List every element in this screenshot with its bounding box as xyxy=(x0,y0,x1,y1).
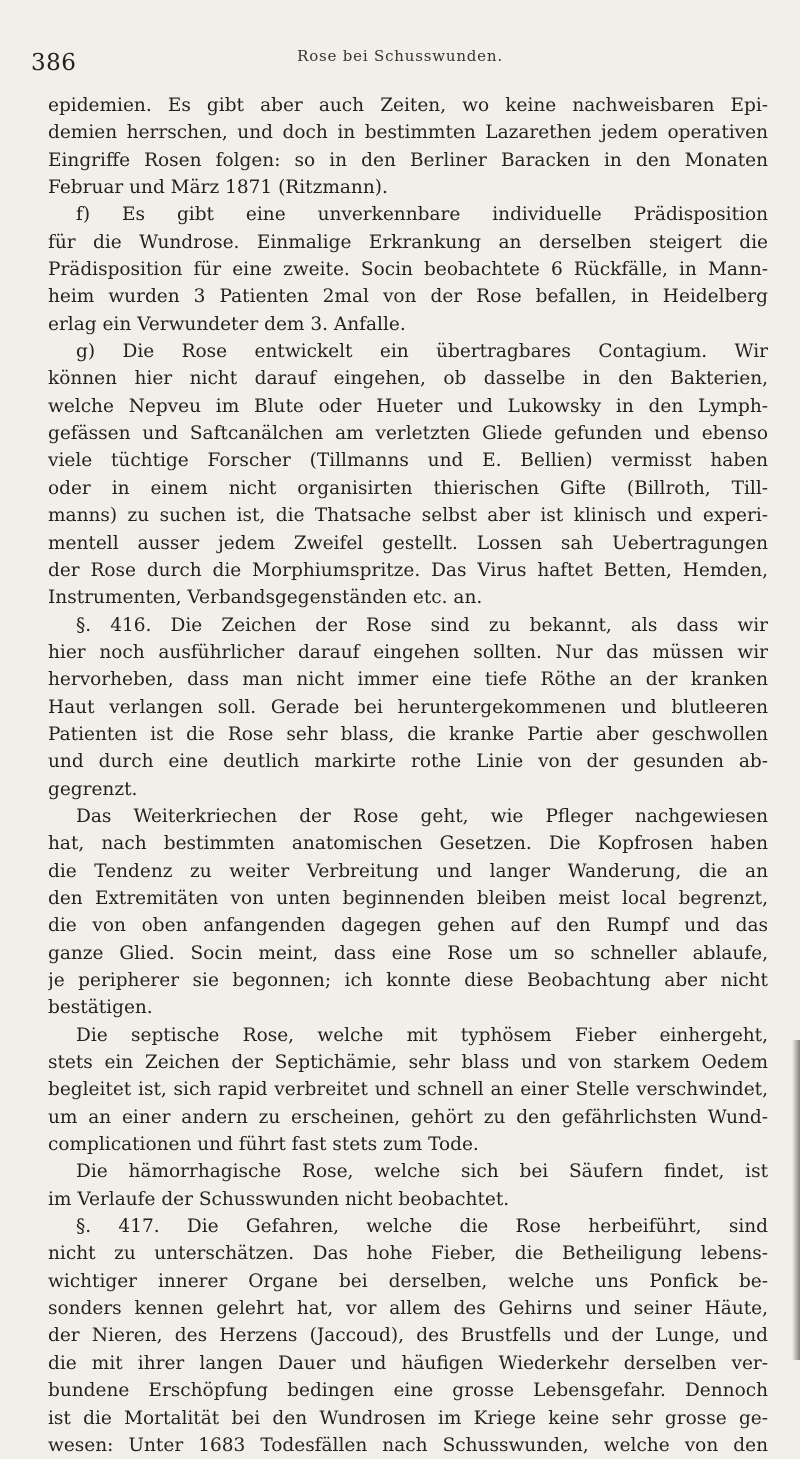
text-line: erlag ein Verwundeter dem 3. Anfalle. xyxy=(48,313,406,335)
text-line: wesen: Unter 1683 Todesfällen nach Schusswunden, welche von den xyxy=(48,1434,768,1456)
text-line: sonders kennen gelehrt hat, vor allem des Gehirns und seiner Häute, xyxy=(48,1298,768,1320)
page-edge-shadow xyxy=(792,1040,800,1360)
text-line: Februar und März 1871 (Ritzmann). xyxy=(48,177,388,199)
text-line: Instrumenten, Verbandsgegenständen etc. an. xyxy=(48,587,483,609)
text-line: stets ein Zeichen der Septichämie, sehr blass und von starkem Oedem xyxy=(48,1052,768,1074)
text-line: Patienten ist die Rose sehr blass, die kranke Partie aber geschwollen xyxy=(48,723,768,745)
text-line: Prädisposition für eine zweite. Socin beobachtete 6 Rückfälle, in Mann- xyxy=(48,259,768,281)
text-line: heim wurden 3 Patienten 2mal von der Rose befallen, in Heidelberg xyxy=(48,286,768,308)
text-line: für die Wundrose. Einmalige Erkrankung an derselben steigert die xyxy=(48,231,768,253)
text-line: §. 416. Die Zeichen der Rose sind zu bekannt, als dass wir xyxy=(76,614,768,636)
text-line: hat, nach bestimmten anatomischen Gesetzen. Die Kopfrosen haben xyxy=(48,833,768,855)
text-line: wichtiger innerer Organe bei derselben, welche uns Ponfick be- xyxy=(48,1270,768,1292)
text-line: hier noch ausführlicher darauf eingehen sollten. Nur das müssen wir xyxy=(48,641,768,663)
text-line: Das Weiterkriechen der Rose geht, wie Pfleger nachgewiesen xyxy=(76,805,768,827)
running-head: Rose bei Schusswunden. xyxy=(297,47,503,65)
text-line: oder in einem nicht organisirten thierischen Gifte (Billroth, Till- xyxy=(48,477,768,499)
text-line: f) Es gibt eine unverkennbare individuelle Prädisposition xyxy=(76,204,768,226)
text-line: und durch eine deutlich markirte rothe Linie von der gesunden ab- xyxy=(48,751,768,773)
text-line: die von oben anfangenden dagegen gehen auf den Rumpf und das xyxy=(48,915,768,937)
text-line: manns) zu suchen ist, die Thatsache selbst aber ist klinisch und experi- xyxy=(48,505,768,527)
text-line: bestätigen. xyxy=(48,997,153,1019)
body-text xyxy=(48,92,768,1459)
text-line: bundene Erschöpfung bedingen eine grosse Lebensgefahr. Dennoch xyxy=(48,1380,768,1402)
text-line: gefässen und Saftcanälchen am verletzten Gliede gefunden und ebenso xyxy=(48,423,768,445)
text-line: der Nieren, des Herzens (Jaccoud), des Brustfells und der Lunge, und xyxy=(48,1325,768,1347)
text-line: nicht zu unterschätzen. Das hohe Fieber, die Betheiligung lebens- xyxy=(48,1243,768,1265)
text-line: epidemien. Es gibt aber auch Zeiten, wo keine nachweisbaren Epi- xyxy=(48,95,768,116)
text-line: Haut verlangen soll. Gerade bei heruntergekommenen und blutleeren xyxy=(48,696,768,718)
text-line: viele tüchtige Forscher (Tillmanns und E. Bellien) vermisst haben xyxy=(48,450,768,472)
text-line: complicationen und führt fast stets zum Tode. xyxy=(48,1134,479,1156)
page-number: 386 xyxy=(31,50,77,76)
text-line: der Rose durch die Morphiumspritze. Das Virus haftet Betten, Hemden, xyxy=(48,559,768,581)
text-line: im Verlaufe der Schusswunden nicht beobachtet. xyxy=(48,1188,510,1210)
text-line: demien herrschen, und doch in bestimmten Lazarethen jedem operativen xyxy=(48,122,768,144)
text-line: mentell ausser jedem Zweifel gestellt. Lossen sah Uebertragungen xyxy=(48,532,768,554)
text-line: die Tendenz zu weiter Verbreitung und langer Wanderung, die an xyxy=(48,860,768,882)
text-line: g) Die Rose entwickelt ein übertragbares Contagium. Wir xyxy=(76,341,768,363)
text-line: welche Nepveu im Blute oder Hueter und Lukowsky in den Lymph- xyxy=(48,395,768,417)
text-line: ganze Glied. Socin meint, dass eine Rose um so schneller ablaufe, xyxy=(48,942,768,964)
text-line: den Extremitäten von unten beginnenden bleiben meist local begrenzt, xyxy=(48,887,768,909)
text-line: Eingriffe Rosen folgen: so in den Berliner Baracken in den Monaten xyxy=(48,149,768,171)
text-line: ist die Mortalität bei den Wundrosen im Kriege keine sehr grosse ge- xyxy=(48,1407,768,1429)
text-line: können hier nicht darauf eingehen, ob dasselbe in den Bakterien, xyxy=(48,368,768,390)
text-line: begleitet ist, sich rapid verbreitet und schnell an einer Stelle verschwindet, xyxy=(48,1079,768,1101)
text-line: Die hämorrhagische Rose, welche sich bei Säufern findet, ist xyxy=(76,1161,768,1183)
text-line: gegrenzt. xyxy=(48,778,138,800)
text-line: die mit ihrer langen Dauer und häufigen Wiederkehr derselben ver- xyxy=(48,1352,768,1374)
text-line: §. 417. Die Gefahren, welche die Rose herbeiführt, sind xyxy=(76,1216,768,1238)
text-line: hervorheben, dass man nicht immer eine tiefe Röthe an der kranken xyxy=(48,669,768,691)
text-line: um an einer andern zu erscheinen, gehört zu den gefährlichsten Wund- xyxy=(48,1106,768,1128)
text-line: Die septische Rose, welche mit typhösem Fieber einhergeht, xyxy=(76,1024,768,1046)
text-line: je peripherer sie begonnen; ich konnte diese Beobachtung aber nicht xyxy=(48,970,768,991)
